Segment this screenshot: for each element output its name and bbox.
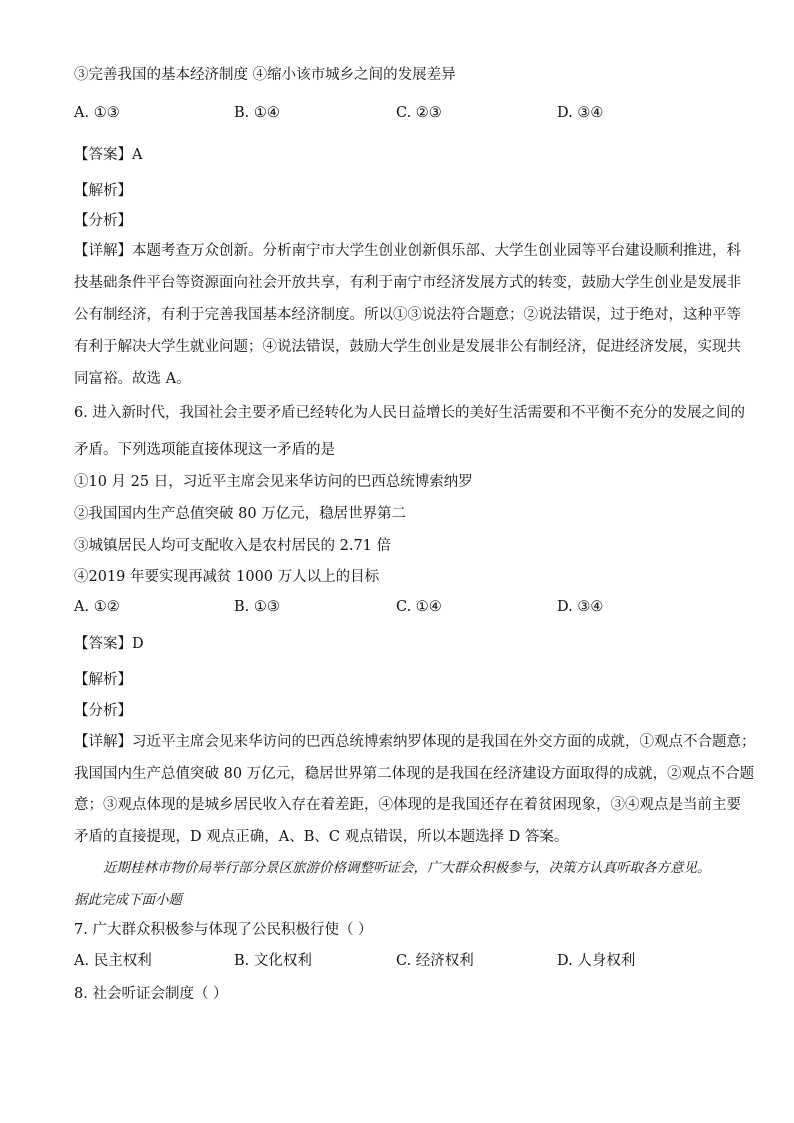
q8-stem: 8. 社会听证会制度（ ） (74, 986, 228, 1002)
q6-detail-line: 意；③观点体现的是城乡居民收入存在着差距，④体现的是我国还存在着贫困现象，③④观点是当前主要 (74, 797, 741, 813)
q5-statements-3-4: ③完善我国的基本经济制度 ④缩小该市城乡之间的发展差异 (74, 67, 456, 83)
q6-detail-line: 矛盾的直接提现，D 观点正确，A、B、C 观点错误，所以本题选择 D 答案。 (74, 829, 569, 845)
q5-jiexi-heading: 【解析】 (74, 183, 132, 199)
q7-option-c: C. 经济权利 (396, 953, 474, 969)
q6-detail-line: 【详解】习近平主席会见来华访问的巴西总统博索纳罗体现的是我国在外交方面的成就，①观点不合题意； (74, 734, 756, 750)
q7-stem: 7. 广大群众积极参与体现了公民积极行使（ ） (74, 922, 373, 938)
q6-stem-line: 矛盾。下列选项能直接体现这一矛盾的是 (74, 442, 335, 458)
q6-fenxi-heading: 【分析】 (74, 703, 132, 719)
q6-detail-line: 我国国内生产总值突破 80 万亿元，稳居世界第二体现的是我国在经济建设方面取得的成就，②观点不合题 (74, 766, 755, 782)
q7-option-d: D. 人身权利 (557, 953, 636, 969)
q5-detail-line: 同富裕。故选 A。 (74, 371, 191, 387)
q5-answer: 【答案】A (74, 147, 143, 163)
q6-option-b: B. ①③ (234, 599, 280, 615)
q5-detail-line: 公有制经济，有利于完善我国基本经济制度。所以①③说法符合题意；②说法错误，过于绝对，这种平等 (74, 307, 741, 323)
q5-fenxi-heading: 【分析】 (74, 213, 132, 229)
q7-option-a: A. 民主权利 (74, 953, 152, 969)
q6-statement: ④2019 年要实现再减贫 1000 万人以上的目标 (74, 569, 380, 585)
q5-option-d: D. ③④ (557, 105, 604, 121)
q6-answer: 【答案】D (74, 636, 144, 652)
q6-jiexi-heading: 【解析】 (74, 672, 132, 688)
q5-option-b: B. ①④ (234, 105, 280, 121)
q5-detail-line: 【详解】本题考查万众创新。分析南宁市大学生创业创新俱乐部、大学生创业园等平台建设顺利推进，科 (74, 243, 741, 259)
q6-option-a: A. ①② (74, 599, 120, 615)
q6-statement: ③城镇居民人均可支配收入是农村居民的 2.71 倍 (74, 538, 392, 554)
q6-option-c: C. ①④ (396, 599, 442, 615)
q6-option-d: D. ③④ (557, 599, 604, 615)
q6-statement: ①10 月 25 日，习近平主席会见来华访问的巴西总统博索纳罗 (74, 474, 473, 490)
q5-option-a: A. ①③ (74, 105, 120, 121)
q6-stem-line: 6. 进入新时代，我国社会主要矛盾已经转化为人民日益增长的美好生活需要和不平衡不充分的发展之间的 (74, 405, 745, 421)
material-line: 近期桂林市物价局举行部分景区旅游价格调整听证会，广大群众积极参与，决策方认真听取各方意见。 (103, 860, 711, 876)
q5-detail-line: 技基础条件平台等资源面向社会开放共享，有利于南宁市经济发展方式的转变，鼓励大学生创业是发展非 (74, 275, 741, 291)
q5-detail-line: 有利于解决大学生就业问题；④说法错误，鼓励大学生创业是发展非公有制经济，促进经济发展，实现共 (74, 339, 741, 355)
q7-option-b: B. 文化权利 (234, 953, 312, 969)
material-instruction: 据此完成下面小题 (74, 892, 182, 908)
q6-statement: ②我国国内生产总值突破 80 万亿元，稳居世界第二 (74, 506, 407, 522)
q5-option-c: C. ②③ (396, 105, 442, 121)
